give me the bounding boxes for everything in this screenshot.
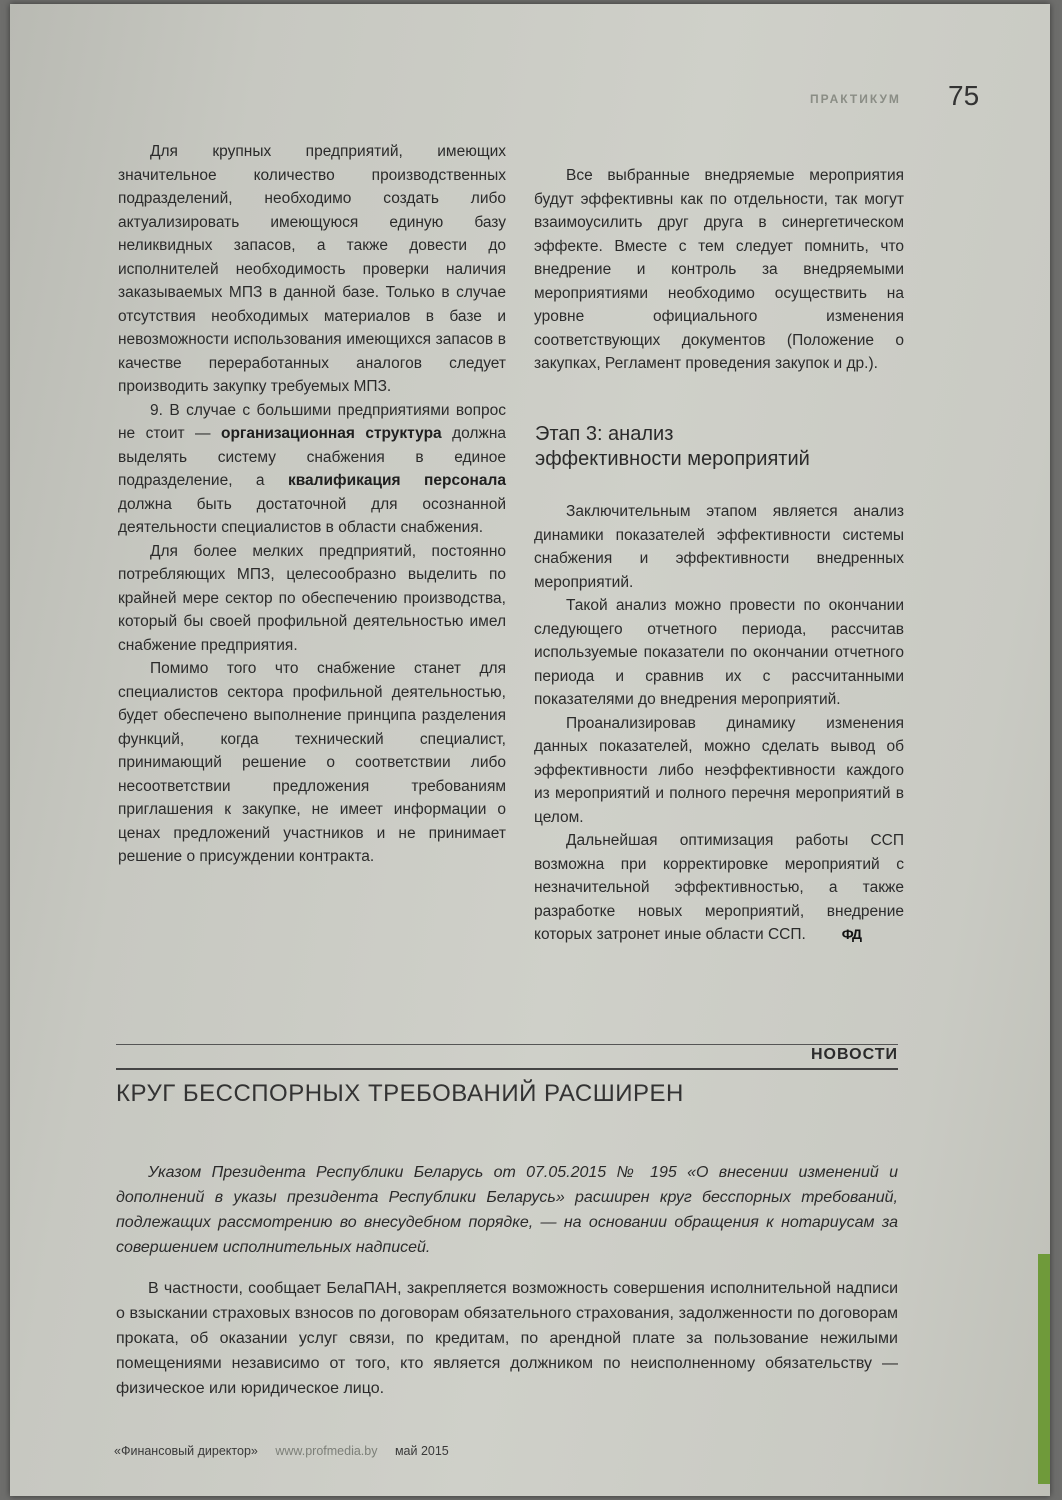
divider xyxy=(116,1068,898,1070)
paragraph: Такой анализ можно провести по окончании следующего отчетного периода, рассчитав используемые показатели по окончании отчетного периода и сравнив их с рассчитанными показателями до внедрения мероприятий. xyxy=(534,597,904,708)
paragraph: В частности, сообщает БелаПАН, закрепляется возможность совершения исполнительной надписи о взыскании страховых взносов по договорам обязательного страхования, задолженности по договорам проката, об оказании услуг связи, по кредитам, по арендной плате за пользование нежилыми помещениями независимо от того, кто является должником по неисполненному обязательству — физическое или юридическое лицо. xyxy=(116,1280,898,1397)
news-section-label: НОВОСТИ xyxy=(810,1046,898,1063)
heading-line: Этап 3: анализ xyxy=(535,423,674,445)
news-title: КРУГ БЕССПОРНЫХ ТРЕБОВАНИЙ РАСШИРЕН xyxy=(116,1080,684,1107)
text-run: Дальнейшая оптимизация работы ССП возможна при корректировке мероприятий с незначительной эффективностью, а также разработке новых мероприятий, внедрение которых затронет иные области ССП. xyxy=(534,832,904,943)
heading-line: эффективности мероприятий xyxy=(535,448,810,470)
bold-term: квалификация персонала xyxy=(287,472,506,489)
footer-date: май 2015 xyxy=(394,1444,449,1458)
paragraph: Проанализировав динамику изменения данных показателей, можно сделать вывод об эффективности либо неэффективности каждого из мероприятий и полного перечня мероприятий в целом. xyxy=(534,714,904,826)
paragraph xyxy=(118,399,506,540)
bold-term: организационная структура xyxy=(220,425,442,442)
footer-magazine-name: «Финансовый директор» xyxy=(114,1444,258,1458)
paragraph: Указом Президента Республики Беларусь от 07.05.2015 № 195 «О внесении изменений и дополнений в указы президента Республики Беларусь» расширен круг бесспорных требований, подлежащих рассмотрению во внесудебном порядке, — на основании обращения к нотариусам за совершением исполнительных надписей. xyxy=(116,1164,898,1256)
news-body xyxy=(116,1276,898,1401)
right-column-bottom xyxy=(534,500,904,947)
left-column xyxy=(118,140,506,869)
right-column-top xyxy=(534,164,904,376)
text-run: 9. В случае с большими предприятиями вопрос не стоит — xyxy=(118,401,506,442)
fd-end-mark-icon: ФД xyxy=(841,926,862,942)
paragraph xyxy=(534,829,904,947)
section-label: ПРАКТИКУМ xyxy=(810,92,901,106)
paragraph: Для крупных предприятий, имеющих значительное количество производственных подразделений, необходимо создать либо актуализировать имеющуюся единую базу неликвидных запасов, а также довести до исполнителей необходимость проверки наличия заказываемых МПЗ в данной базе. Только в случае отсутствия необходимых материалов в базе и невозможности использования имеющихся запасов в качестве переработанных аналогов следует производить закупку требуемых МПЗ. xyxy=(118,143,506,395)
footer-site: www.profmedia.by xyxy=(275,1444,378,1458)
magazine-page xyxy=(10,4,1050,1496)
news-lead xyxy=(116,1160,898,1260)
page-edge-accent xyxy=(1038,1254,1050,1484)
text-run: должна быть достаточной для осознанной деятельности специалистов в области снабжения. xyxy=(118,495,506,536)
paragraph: Для более мелких предприятий, постоянно потребляющих МПЗ, целесообразно выделить по крайней мере сектор по обеспечению производства, который бы своей профильной деятельностью имел снабжение предприятия. xyxy=(118,542,506,654)
page-number: 75 xyxy=(948,80,980,111)
page-footer xyxy=(114,1444,463,1458)
divider xyxy=(116,1044,898,1045)
text-run: должна выделять систему снабжения в единое подразделение, а xyxy=(118,425,507,489)
paragraph: Заключительным этапом является анализ динамики показателей эффективности системы снабжения и эффективности внедренных мероприятий. xyxy=(534,503,904,591)
paragraph: Помимо того что снабжение станет для специалистов сектора профильной деятельностью, будет обеспечено выполнение принципа разделения функций, когда технический специалист, принимающий решение о соответствии либо несоответствии предложения требованиям приглашения к закупке, не имеет информации о ценах предложений участников и не принимает решение о присуждении контракта. xyxy=(118,660,506,865)
paragraph: Все выбранные внедряемые мероприятия будут эффективны как по отдельности, так могут взаимоусилить друг друга в синергетическом эффекте. Вместе с тем следует помнить, что внедрение и контроль за внедряемыми мероприятиями необходимо осуществить на уровне официального изменения соответствующих документов (Положение о закупках, Регламент проведения закупок и др.). xyxy=(534,167,904,372)
section-heading xyxy=(535,422,905,472)
